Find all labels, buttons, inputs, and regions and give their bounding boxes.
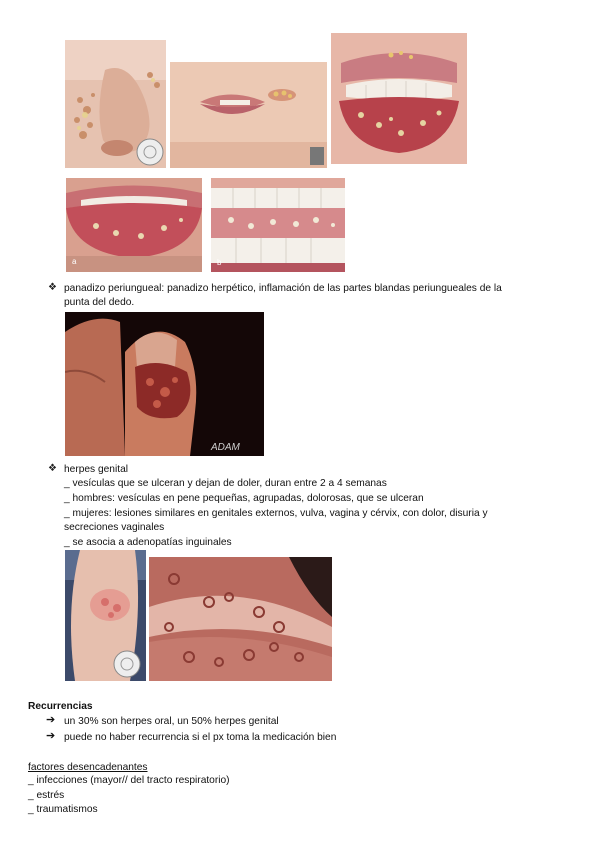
genital-item: secreciones vaginales xyxy=(64,522,165,533)
photo-herpes-facial-nose xyxy=(65,40,166,168)
photo-herpes-lower-lip xyxy=(66,178,202,272)
photo-herpes-genital-female xyxy=(149,557,332,681)
panadizo-line-1: panadizo periungueal: panadizo herpético, inflamación de las partes blandas periungueales de la xyxy=(64,283,502,294)
panadizo-line-2: punta del dedo. xyxy=(64,297,135,308)
factores-item: _ traumatismos xyxy=(28,804,98,815)
photo-panadizo-finger xyxy=(65,312,264,456)
factores-item: _ infecciones (mayor// del tracto respiratorio) xyxy=(28,775,230,786)
genital-title: herpes genital xyxy=(64,464,129,475)
recurrencias-item: un 30% son herpes oral, un 50% herpes genital xyxy=(64,716,279,727)
genital-item: _ se asocia a adenopatías inguinales xyxy=(64,537,232,548)
genital-item: _ vesículas que se ulceran y dejan de doler, duran entre 2 a 4 semanas xyxy=(64,478,387,489)
caption-mark-b: b xyxy=(217,258,222,267)
photo-herpes-gingivostomatitis-mouth xyxy=(331,33,467,164)
genital-item: _ mujeres: lesiones similares en genitales externos, vulva, vagina y cérvix, con dolor, disuria y xyxy=(64,508,488,519)
photo-herpes-labial-child xyxy=(170,62,327,168)
factores-item: _ estrés xyxy=(28,790,65,801)
bullet-diamond-icon: ❖ xyxy=(48,282,57,293)
photo-herpes-gums-teeth xyxy=(211,178,345,272)
photo-herpes-genital-male xyxy=(65,550,146,681)
factores-title: factores desencadenantes xyxy=(28,762,148,773)
arrow-right-icon: ➔ xyxy=(46,730,56,742)
genital-item: _ hombres: vesículas en pene pequeñas, agrupadas, dolorosas, que se ulceran xyxy=(64,493,424,504)
watermark-adam: ADAM xyxy=(211,442,240,453)
bullet-diamond-icon: ❖ xyxy=(48,463,57,474)
recurrencias-title: Recurrencias xyxy=(28,701,93,712)
caption-mark-a: a xyxy=(72,257,77,266)
recurrencias-item: puede no haber recurrencia si el px toma la medicación bien xyxy=(64,732,337,743)
arrow-right-icon: ➔ xyxy=(46,714,56,726)
